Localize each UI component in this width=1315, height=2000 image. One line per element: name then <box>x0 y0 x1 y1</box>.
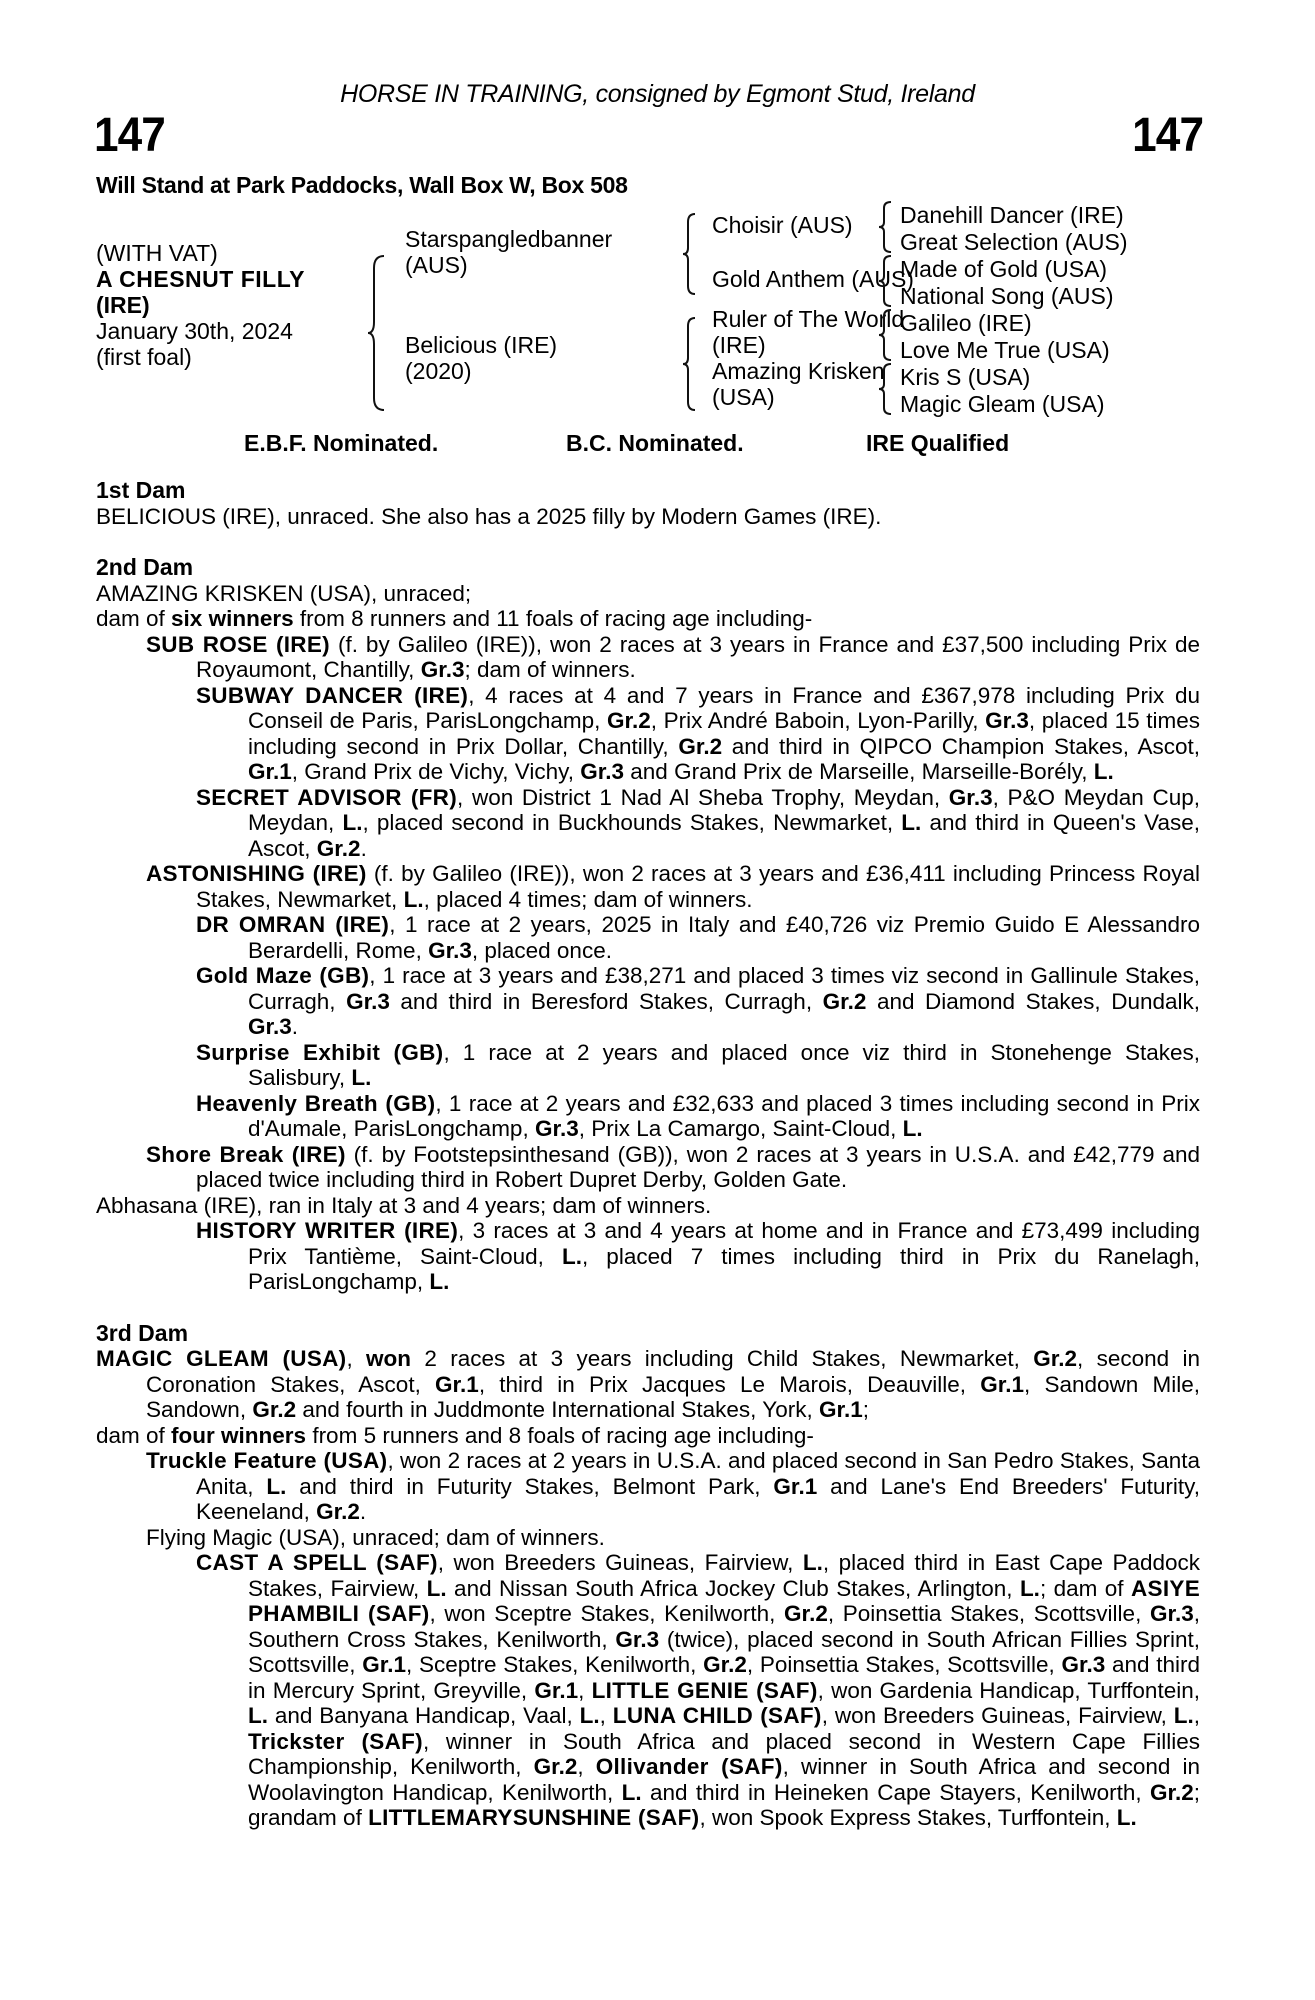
entry-text: , winner in South Africa and second in Woolavington Handicap, Kenilworth, <box>248 1754 1200 1805</box>
pedigree-entry <box>96 1525 1200 1551</box>
horse-name: HISTORY WRITER (IRE) <box>196 1218 459 1243</box>
entry-text: and fourth in Juddmonte International Stakes, York, <box>296 1397 819 1422</box>
bold-text: Gr.2 <box>533 1754 578 1779</box>
entry-text: , third in Prix Jacques Le Marois, Deauville, <box>478 1371 981 1397</box>
entry-text: , <box>346 1346 367 1371</box>
horse-name: Gold Maze (GB) <box>196 963 370 988</box>
entry-text: , P&O Meydan Cup, Meydan, <box>248 784 1200 835</box>
entry-text: , Prix La Camargo, Saint-Cloud, <box>578 1116 903 1141</box>
entry-text: and third in Heineken Cape Stayers, Kenilworth, <box>641 1779 1150 1805</box>
dam-sire-name: Ruler of The World <box>712 306 905 332</box>
entry-text: and Banyana Handicap, Vaal, <box>268 1703 580 1728</box>
entry-text: , placed 15 times including second in Prix Dollar, Chantilly, <box>248 708 1200 759</box>
gen3-ancestor: Kris S (USA) <box>900 364 1031 390</box>
entry-text: Flying Magic (USA), unraced; dam of winners. <box>146 1524 605 1550</box>
entry-text: from 8 runners and 11 foals of racing age including- <box>293 606 813 631</box>
ebf-nomination: E.B.F. Nominated. <box>244 430 439 456</box>
bold-text: L. <box>1093 759 1114 784</box>
entry-text: and Grand Prix de Marseille, Marseille-Borély, <box>624 759 1094 784</box>
bold-text: Gr.2 <box>1149 1779 1194 1805</box>
pedigree-brace-gen1 <box>366 254 388 412</box>
pedigree-entry <box>96 1550 1200 1831</box>
bold-text: Gr.1 <box>248 759 292 784</box>
bold-text: L. <box>621 1779 642 1805</box>
horse-name: Truckle Feature (USA) <box>146 1448 388 1473</box>
bold-text: L. <box>351 1065 372 1090</box>
bold-text: Gr.2 <box>678 733 723 759</box>
entry-text: and third in Mercury Sprint, Greyville, <box>248 1652 1201 1703</box>
entry-text: and Diamond Stakes, Dundalk, <box>866 988 1200 1014</box>
entry-text: , placed once. <box>471 937 612 963</box>
foaling-date: January 30th, 2024 <box>96 318 293 344</box>
bold-text: L. <box>342 810 363 835</box>
bold-text: six winners <box>171 606 294 631</box>
gen3-ancestor: Galileo (IRE) <box>900 310 1032 336</box>
section-title: 3rd Dam <box>96 1319 189 1346</box>
entry-text: , <box>599 1703 613 1728</box>
bold-text: Gr.1 <box>980 1371 1024 1397</box>
pedigree-entry <box>96 504 1200 530</box>
bold-text: L. <box>1116 1805 1137 1830</box>
horse-name: CAST A SPELL (SAF) <box>196 1550 438 1575</box>
horse-name: Shore Break (IRE) <box>146 1141 346 1167</box>
dam-year: (2020) <box>405 358 472 384</box>
gen3-ancestor: National Song (AUS) <box>900 283 1114 309</box>
bold-text: L. <box>429 1269 450 1294</box>
entry-text: , Poinsettia Stakes, Scottsville, <box>827 1601 1150 1626</box>
gen3-ancestor: Danehill Dancer (IRE) <box>900 202 1124 228</box>
horse-name: ASIYE PHAMBILI (SAF) <box>248 1575 1201 1626</box>
entry-text: and third in Futurity Stakes, Belmont Park, <box>286 1473 774 1499</box>
pedigree-entry <box>96 606 1200 632</box>
horse-name: Surprise Exhibit (GB) <box>196 1039 444 1065</box>
bold-text: Gr.3 <box>1149 1601 1194 1626</box>
entry-text: , Poinsettia Stakes, Scottsville, <box>746 1652 1062 1677</box>
bold-text: Gr.2 <box>784 1601 828 1626</box>
entry-text: dam of <box>96 1422 172 1448</box>
horse-name: Ollivander (SAF) <box>595 1754 783 1779</box>
bold-text: Gr.1 <box>534 1677 579 1703</box>
horse-name: Heavenly Breath (GB) <box>196 1090 436 1116</box>
entry-text: , Prix André Baboin, Lyon-Parilly, <box>650 708 986 733</box>
horse-name: SUB ROSE (IRE) <box>146 631 330 657</box>
ire-qualification: IRE Qualified <box>866 430 1010 456</box>
horse-name: MAGIC GLEAM (USA) <box>96 1346 347 1371</box>
entry-text: , Sceptre Stakes, Kenilworth, <box>406 1652 704 1677</box>
bc-nomination: B.C. Nominated. <box>566 430 744 456</box>
pedigree-entry <box>96 861 1200 912</box>
pedigree-entry <box>96 1346 1200 1423</box>
entry-text: (f. by Galileo (IRE)), won 2 races at 3 years in France and £37,500 including Prix de Royaumont, Chantilly, <box>196 631 1200 682</box>
bold-text: Gr.1 <box>435 1371 479 1397</box>
entry-text: , <box>577 1754 596 1779</box>
horse-name: LUNA CHILD (SAF) <box>612 1703 822 1728</box>
pedigree-entry <box>96 1142 1200 1193</box>
gen3-ancestor: Made of Gold (USA) <box>900 256 1108 282</box>
horse-name: Trickster (SAF) <box>248 1728 423 1754</box>
pedigree-brace-sire-side <box>682 212 698 296</box>
horse-name: ASTONISHING (IRE) <box>146 861 367 886</box>
sire <box>405 226 612 278</box>
bold-text: L. <box>248 1703 268 1728</box>
bold-text: Gr.2 <box>703 1652 747 1677</box>
bold-text: Gr.1 <box>818 1397 863 1422</box>
bold-text: Gr.3 <box>428 937 472 963</box>
pedigree-entry <box>96 1091 1200 1142</box>
bold-text: L. <box>561 1243 582 1269</box>
entry-text: (f. by Footstepsinthesand (GB)), won 2 races at 3 years in U.S.A. and £42,779 and placed twice including third in Robert Dupret Derby, Golden Gate. <box>196 1141 1200 1192</box>
dam <box>405 332 557 384</box>
dam-dam-country: (USA) <box>712 384 775 410</box>
horse-name: A CHESNUT FILLY <box>96 266 305 292</box>
gen3-ancestor: Love Me True (USA) <box>900 337 1110 363</box>
pedigree-entry <box>96 683 1200 785</box>
bold-text: Gr.3 <box>985 708 1029 733</box>
horse-name: LITTLE GENIE (SAF) <box>591 1677 818 1703</box>
entry-text: ; <box>862 1397 869 1422</box>
bold-text: L. <box>579 1703 600 1728</box>
section-title: 2nd Dam <box>96 554 194 580</box>
bold-text: Gr.3 <box>248 1014 292 1039</box>
pedigree-entry <box>96 1040 1200 1091</box>
consignor-heading: HORSE IN TRAINING, consigned by Egmont Stud, Ireland <box>340 80 975 108</box>
gen3-ancestor: Great Selection (AUS) <box>900 229 1128 255</box>
pedigree-entry <box>96 785 1200 862</box>
entry-text: , 4 races at 4 and 7 years in France and £367,978 including Prix du Conseil de Paris, ParisLongchamp, <box>248 682 1200 733</box>
bold-text: Gr.2 <box>316 835 361 861</box>
bold-text: won <box>366 1346 412 1371</box>
bold-text: L. <box>266 1473 287 1499</box>
stand-location: Will Stand at Park Paddocks, Wall Box W, Box 508 <box>96 172 628 198</box>
pedigree-entry <box>96 912 1200 963</box>
bold-text: L. <box>403 886 424 912</box>
bold-text: four winners <box>171 1422 307 1448</box>
horse-name: SECRET ADVISOR (FR) <box>196 784 458 810</box>
entry-text: and Nissan South Africa Jockey Club Stakes, Arlington, <box>446 1575 1020 1601</box>
bold-text: Gr.3 <box>534 1116 579 1141</box>
pedigree-brace-gen3-2 <box>878 254 894 308</box>
pedigree-brace-gen3-3 <box>878 308 894 362</box>
entry-text: , 1 race at 3 years and £38,271 and placed 3 times viz second in Gallinule Stakes, Curragh, <box>248 963 1200 1014</box>
bold-text: L. <box>802 1550 823 1575</box>
dam-name: Belicious (IRE) <box>405 332 558 358</box>
bold-text: Gr.3 <box>1061 1652 1106 1677</box>
dam-sire <box>712 306 904 358</box>
entry-text: , <box>1193 1703 1200 1728</box>
bold-text: L. <box>1019 1575 1040 1601</box>
pedigree-entry <box>96 581 1200 607</box>
bold-text: Gr.2 <box>1033 1346 1078 1371</box>
entry-text: and third in Queen's Vase, Ascot, <box>248 810 1200 861</box>
pedigree-entry <box>96 1423 1200 1449</box>
entry-text: , <box>578 1677 592 1703</box>
pedigree-brace-gen3-1 <box>878 200 894 254</box>
pedigree-entry <box>96 1193 1200 1219</box>
bold-text: Gr.3 <box>420 657 465 682</box>
sire-sire: Choisir (AUS) <box>712 212 853 238</box>
bold-text: Gr.2 <box>252 1397 297 1422</box>
bold-text: Gr.1 <box>362 1652 407 1677</box>
entry-text: , won District 1 Nad Al Sheba Trophy, Meydan, <box>457 784 949 810</box>
pedigree-entry <box>96 1218 1200 1295</box>
pedigree-entry <box>96 632 1200 683</box>
horse-country: (IRE) <box>96 292 150 318</box>
sire-country: (AUS) <box>405 252 468 278</box>
entry-text: , Southern Cross Stakes, Kenilworth, <box>248 1601 1200 1652</box>
entry-text: (twice), placed second in South African Fillies Sprint, Scottsville, <box>248 1626 1200 1677</box>
entry-text: (f. by Galileo (IRE)), won 2 races at 3 years and £36,411 including Princess Royal Stakes, Newmarket, <box>196 861 1200 912</box>
section-2nd-dam <box>96 555 1200 1295</box>
horse-identity <box>96 240 305 370</box>
entry-text: , won Breeders Guineas, Fairview, <box>821 1703 1174 1728</box>
horse-name: LITTLEMARYSUNSHINE (SAF) <box>368 1805 700 1830</box>
entry-text: , placed second in Buckhounds Stakes, Newmarket, <box>362 810 902 835</box>
entry-text: , won Sceptre Stakes, Kenilworth, <box>429 1601 785 1626</box>
horse-name: SUBWAY DANCER (IRE) <box>196 682 469 708</box>
entry-text: , 1 race at 2 years, 2025 in Italy and £40,726 viz Premio Guido E Alessandro Berardelli, Rome, <box>248 912 1200 963</box>
entry-text: , 1 race at 2 years and placed once viz third in Stonehenge Stakes, Salisbury, <box>248 1039 1200 1090</box>
bold-text: L. <box>1173 1703 1194 1728</box>
entry-text: , placed 7 times including third in Prix du Ranelagh, ParisLongchamp, <box>248 1243 1200 1294</box>
dam-sire-country: (IRE) <box>712 332 766 358</box>
entry-text: , Grand Prix de Vichy, Vichy, <box>291 759 581 784</box>
entry-text: ; dam of <box>1039 1575 1131 1601</box>
entry-text: BELICIOUS (IRE), unraced. She also has a 2025 filly by Modern Games (IRE). <box>96 503 882 529</box>
entry-text: . <box>360 835 367 861</box>
entry-text: , Sandown Mile, Sandown, <box>146 1371 1200 1422</box>
bold-text: Gr.2 <box>822 988 867 1014</box>
pedigree-entry <box>96 1448 1200 1525</box>
lot-number-left: 147 <box>94 109 165 162</box>
bold-text: Gr.3 <box>948 784 993 810</box>
entry-text: , won Breeders Guineas, Fairview, <box>437 1550 803 1575</box>
lot-number-right: 147 <box>1132 109 1203 162</box>
entry-text: , second in Coronation Stakes, Ascot, <box>146 1346 1200 1397</box>
bold-text: Gr.3 <box>615 1626 660 1652</box>
entry-text: , placed 4 times; dam of winners. <box>423 886 753 912</box>
entry-text: AMAZING KRISKEN (USA), unraced; <box>96 580 472 606</box>
bold-text: L. <box>426 1575 447 1601</box>
entry-text: dam of <box>96 606 172 631</box>
bold-text: L. <box>902 1116 923 1141</box>
entry-text: , won Gardenia Handicap, Turffontein, <box>817 1677 1200 1703</box>
section-1st-dam <box>96 478 1200 529</box>
vat-note: (WITH VAT) <box>96 240 218 266</box>
entry-text: Abhasana (IRE), ran in Italy at 3 and 4 years; dam of winners. <box>96 1192 712 1218</box>
entry-text: , 1 race at 2 years and £32,633 and placed 3 times including second in Prix d'Aumale, ParisLongchamp, <box>248 1090 1200 1141</box>
entry-text: , 3 races at 3 and 4 years at home and in France and £73,499 including Prix Tantième, Saint-Cloud, <box>248 1218 1201 1269</box>
dam-dam-name: Amazing Krisken <box>712 358 885 384</box>
entry-text: , won 2 races at 2 years in U.S.A. and placed second in San Pedro Stakes, Santa Anita, <box>196 1448 1200 1499</box>
section-3rd-dam <box>96 1321 1200 1831</box>
section-title: 1st Dam <box>96 477 186 503</box>
entry-text: . <box>359 1499 367 1524</box>
bold-text: Gr.1 <box>773 1473 818 1499</box>
entry-text: , placed third in East Cape Paddock Stakes, Fairview, <box>248 1550 1201 1601</box>
catalogue-body <box>96 478 1200 1857</box>
bold-text: Gr.2 <box>607 708 651 733</box>
entry-text: ; dam of winners. <box>464 657 636 682</box>
bold-text: Gr.2 <box>316 1499 360 1524</box>
pedigree-brace-gen3-4 <box>878 362 894 416</box>
sire-name: Starspangledbanner <box>405 226 613 252</box>
entry-text: and Lane's End Breeders' Futurity, Keeneland, <box>196 1473 1200 1524</box>
entry-text: , won Spook Express Stakes, Turffontein, <box>699 1805 1117 1830</box>
entry-text: , winner in South Africa and placed second in Western Cape Fillies Championship, Kenilworth, <box>248 1728 1200 1779</box>
foal-note: (first foal) <box>96 344 192 370</box>
bold-text: Gr.3 <box>580 759 625 784</box>
entry-text: . <box>291 1014 299 1039</box>
sire-dam: Gold Anthem (AUS) <box>712 266 914 292</box>
entry-text: and third in Beresford Stakes, Curragh, <box>389 988 823 1014</box>
bold-text: L. <box>901 810 922 835</box>
entry-text: from 5 runners and 8 foals of racing age including- <box>306 1422 814 1448</box>
pedigree-gen3 <box>900 202 1128 417</box>
entry-text: 2 races at 3 years including Child Stakes, Newmarket, <box>411 1346 1034 1371</box>
horse-name: DR OMRAN (IRE) <box>196 912 390 937</box>
entry-text: and third in QIPCO Champion Stakes, Ascot, <box>722 733 1201 759</box>
dam-dam <box>712 358 885 410</box>
pedigree-brace-dam-side <box>682 316 698 412</box>
pedigree-entry <box>96 963 1200 1040</box>
gen3-ancestor: Magic Gleam (USA) <box>900 391 1105 417</box>
bold-text: Gr.3 <box>346 988 390 1014</box>
entry-text: ; grandam of <box>248 1779 1200 1830</box>
